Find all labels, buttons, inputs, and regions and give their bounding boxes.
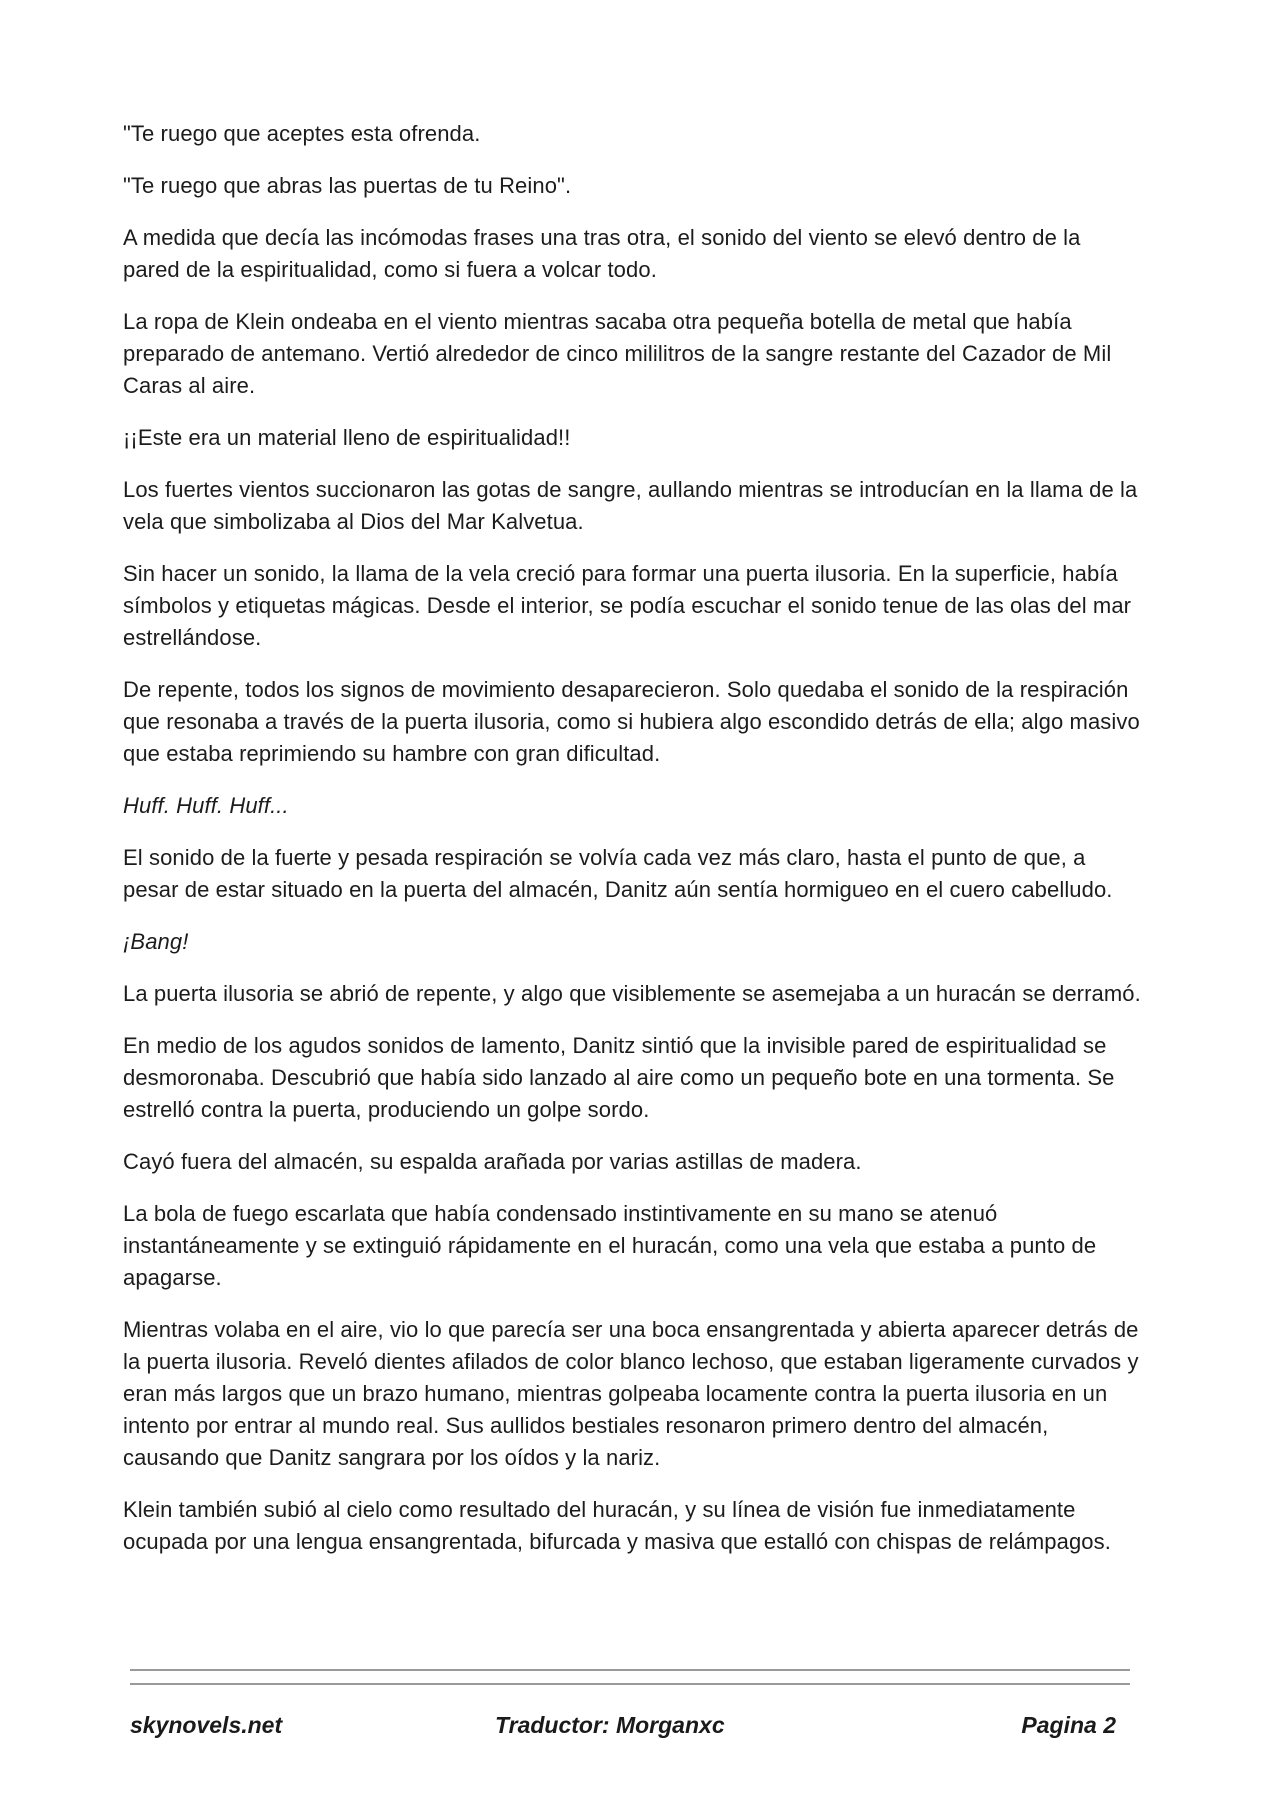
paragraph: ¡Bang!	[123, 929, 189, 954]
paragraph: Cayó fuera del almacén, su espalda arañada por varias astillas de madera.	[123, 1149, 862, 1174]
paragraph: Los fuertes vientos succionaron las gotas de sangre, aullando mientras se introducían en la llama de la vela que simbolizaba al Dios del Mar Kalvetua.	[123, 477, 1138, 534]
footer-divider-top	[130, 1669, 1130, 1671]
paragraph: De repente, todos los signos de movimiento desaparecieron. Solo quedaba el sonido de la respiración que resonaba a través de la puerta ilusoria, como si hubiera algo escondido detrás de ella; algo masivo que estaba reprimiendo su hambre con gran dificultad.	[123, 677, 1140, 766]
paragraph: El sonido de la fuerte y pesada respiración se volvía cada vez más claro, hasta el punto de que, a pesar de estar situado en la puerta del almacén, Danitz aún sentía hormigueo en el cuero cabelludo.	[123, 845, 1113, 902]
paragraph: En medio de los agudos sonidos de lamento, Danitz sintió que la invisible pared de espiritualidad se desmoronaba. Descubrió que había sido lanzado al aire como un pequeño bote en una tormenta. Se estrelló contra la puerta, produciendo un golpe sordo.	[123, 1033, 1115, 1122]
paragraph: ¡¡Este era un material lleno de espiritualidad!!	[123, 425, 571, 450]
paragraph: La bola de fuego escarlata que había condensado instintivamente en su mano se atenuó instantáneamente y se extinguió rápidamente en el huracán, como una vela que estaba a punto de apagarse.	[123, 1201, 1097, 1290]
paragraph: La ropa de Klein ondeaba en el viento mientras sacaba otra pequeña botella de metal que había preparado de antemano. Vertió alrededor de cinco mililitros de la sangre restante del Cazador de Mil Caras al aire.	[123, 309, 1112, 398]
paragraph: Sin hacer un sonido, la llama de la vela creció para formar una puerta ilusoria. En la superficie, había símbolos y etiquetas mágicas. Desde el interior, se podía escuchar el sonido tenue de las olas del mar estrellándose.	[123, 561, 1132, 650]
page-footer	[130, 1712, 1130, 1748]
paragraph: Huff. Huff. Huff...	[123, 793, 289, 818]
paragraph: Mientras volaba en el aire, vio lo que parecía ser una boca ensangrentada y abierta aparecer detrás de la puerta ilusoria. Reveló dientes afilados de color blanco lechoso, que estaban ligeramente curvados y eran más largos que un brazo humano, mientras golpeaba locamente contra la puerta ilusoria en un intento por entrar al mundo real. Sus aullidos bestiales resonaron primero dentro del almacén, causando que Danitz sangrara por los oídos y la nariz.	[123, 1317, 1139, 1470]
paragraph: La puerta ilusoria se abrió de repente, y algo que visiblemente se asemejaba a un huracán se derramó.	[123, 981, 1141, 1006]
paragraph: "Te ruego que abras las puertas de tu Reino".	[123, 173, 572, 198]
footer-divider-bottom	[130, 1683, 1130, 1685]
footer-site: skynovels.net	[130, 1712, 283, 1738]
paragraph: "Te ruego que aceptes esta ofrenda.	[123, 121, 481, 146]
body-text	[123, 118, 1143, 1578]
paragraph: A medida que decía las incómodas frases una tras otra, el sonido del viento se elevó dentro de la pared de la espiritualidad, como si fuera a volcar todo.	[123, 225, 1081, 282]
footer-page-number: Pagina 2	[1021, 1712, 1116, 1738]
paragraph: Klein también subió al cielo como resultado del huracán, y su línea de visión fue inmediatamente ocupada por una lengua ensangrentada, bifurcada y masiva que estalló con chispas de relámpagos.	[123, 1497, 1111, 1554]
footer-translator: Traductor: Morganxc	[495, 1712, 725, 1738]
